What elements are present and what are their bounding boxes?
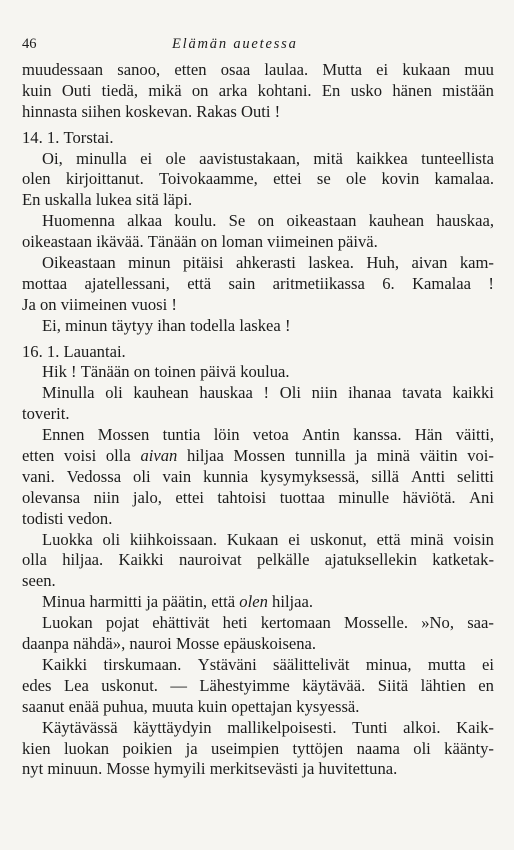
text-line <box>22 128 494 149</box>
text-line <box>22 592 494 613</box>
word: Toivokaamme, <box>158 169 258 189</box>
word: opettajan <box>231 696 293 716</box>
word: käyttäydyin <box>133 717 212 737</box>
word: naama <box>356 738 400 758</box>
word: jalo, <box>132 487 162 507</box>
word: aritmetiikassa <box>272 273 365 293</box>
word: Outi <box>240 101 271 121</box>
word: seen. <box>22 571 56 591</box>
word: uskonut, <box>310 529 367 549</box>
paragraph <box>22 342 494 363</box>
word: minä <box>410 529 444 549</box>
word: Lähestyimme <box>199 675 290 695</box>
word: kamalaa. <box>434 169 494 189</box>
text-line <box>22 316 494 337</box>
word: hinnasta <box>22 101 78 121</box>
word: että <box>376 529 401 549</box>
word: epäuskoisena. <box>223 634 317 654</box>
word: nyt <box>22 759 44 779</box>
word: heti <box>222 613 248 633</box>
word: Kaikki <box>42 654 88 674</box>
word: häviötä. <box>402 487 456 507</box>
word: Oli <box>279 383 301 403</box>
word: tunteellista <box>421 148 494 168</box>
text-line <box>22 169 494 190</box>
word: Kaikki <box>118 550 164 570</box>
word: tunnilla <box>294 446 346 466</box>
word: hiljaa. <box>62 550 104 570</box>
paragraph <box>22 530 494 593</box>
word: selitti <box>457 466 494 486</box>
word: kien <box>22 738 51 758</box>
word: päivä <box>200 362 237 382</box>
text-line <box>22 697 494 718</box>
word: Siitä <box>377 675 409 695</box>
word: nauroi <box>129 634 172 654</box>
paragraph <box>22 316 494 337</box>
word: Mosse <box>175 634 220 654</box>
word: voisi <box>63 446 97 466</box>
word: aivan <box>411 253 448 273</box>
word: todella <box>190 315 236 335</box>
word: Tänään <box>147 232 197 252</box>
word: Lea <box>63 675 89 695</box>
paragraph <box>22 211 494 253</box>
word: 1. <box>46 127 60 147</box>
word: muudessaan <box>22 60 104 79</box>
word: että <box>211 592 236 612</box>
word: mottaa <box>22 273 68 293</box>
word: ei <box>140 148 153 168</box>
word: mutta <box>427 654 466 674</box>
word: ihan <box>157 315 186 335</box>
word: hiljaa <box>186 446 224 466</box>
word: niin <box>311 383 338 403</box>
paragraph <box>22 128 494 149</box>
word: viimeinen <box>267 232 334 252</box>
word: minuun. <box>47 759 103 779</box>
word: uskonut. <box>101 675 158 695</box>
word: Minulla <box>42 383 95 403</box>
text-line <box>22 295 494 316</box>
word: koulu. <box>174 211 217 231</box>
text-line <box>22 571 494 592</box>
text-line <box>22 676 494 697</box>
word: tuntia <box>162 425 201 445</box>
word: ja <box>302 759 315 779</box>
word: tiedä, <box>101 80 139 100</box>
word: Luokka <box>42 529 93 549</box>
word: koskevan. <box>125 101 193 121</box>
word: niin <box>93 487 120 507</box>
word: Antti <box>410 466 446 486</box>
word: kukaan <box>402 60 451 79</box>
word: kertomaan <box>260 613 331 633</box>
word: nauroivat <box>178 550 242 570</box>
word: Huomenna <box>42 211 115 231</box>
word: pelkälle <box>256 550 310 570</box>
word: Hän <box>414 425 443 445</box>
word: uskalla <box>44 190 92 210</box>
word: Oi, <box>42 148 63 168</box>
text-line <box>22 550 494 571</box>
word: minä <box>376 446 411 466</box>
word: osaa <box>220 60 251 79</box>
word: voisin <box>453 529 494 549</box>
word: En <box>321 80 341 100</box>
text-line <box>22 425 494 446</box>
word: mitä <box>313 148 343 168</box>
word: on <box>257 211 275 231</box>
word: Antin <box>302 425 340 445</box>
word: siihen <box>81 101 122 121</box>
word: täytyy <box>111 315 154 335</box>
word: usko <box>350 80 382 100</box>
word: Kukaan <box>226 529 279 549</box>
word: kauhean <box>133 383 189 403</box>
word: hauskaa, <box>436 211 494 231</box>
word: Kamalaa <box>412 273 472 293</box>
word: hymyili <box>153 759 206 779</box>
text-line <box>22 81 494 102</box>
text-line <box>22 613 494 634</box>
word: — <box>170 675 187 695</box>
word: kohtani. <box>257 80 312 100</box>
word: vuosi <box>131 294 168 314</box>
word: pitäisi <box>182 253 224 273</box>
text-line <box>22 362 494 383</box>
paragraph <box>22 362 494 383</box>
word: daanpa <box>22 634 69 654</box>
text-line <box>22 718 494 739</box>
text-line <box>22 404 494 425</box>
word: oli <box>413 738 431 758</box>
word: minulla <box>76 148 127 168</box>
word: käytävää. <box>302 675 366 695</box>
word: väitin <box>419 446 458 466</box>
word: oli <box>105 383 123 403</box>
word: Mosse <box>106 759 150 779</box>
word: todisti <box>22 508 64 528</box>
word: luokan <box>63 738 110 758</box>
word: ei <box>481 654 494 674</box>
paragraph <box>22 425 494 529</box>
word: Mosselle. <box>343 613 409 633</box>
word: ikävää. <box>96 232 144 252</box>
word: Rakas <box>196 101 237 121</box>
word: pojat <box>105 613 140 633</box>
text-line <box>22 530 494 551</box>
word: että <box>187 273 212 293</box>
word: olevansa <box>22 487 81 507</box>
word: sillä <box>371 466 399 486</box>
word: aivan <box>140 446 178 466</box>
word: Hik <box>42 362 67 382</box>
word: Mossen <box>233 446 286 466</box>
word: kaikkea <box>356 148 408 168</box>
text-line <box>22 509 494 530</box>
paragraph <box>22 592 494 613</box>
text-line <box>22 655 494 676</box>
word: sain <box>228 273 256 293</box>
word: laskea <box>239 315 281 335</box>
word: arka <box>218 80 248 100</box>
word: vedon. <box>67 508 113 528</box>
word: Minua <box>42 592 86 612</box>
word: ole <box>345 169 367 189</box>
word: saanut <box>22 696 65 716</box>
word: Vedossa <box>66 466 122 486</box>
word: ! <box>274 101 281 121</box>
word: tavata <box>402 383 442 403</box>
paragraph <box>22 253 494 316</box>
paragraph <box>22 613 494 655</box>
word: tahtoisi <box>217 487 267 507</box>
word: Huh, <box>366 253 400 273</box>
text-line <box>22 60 494 81</box>
word: aavistustakaan, <box>199 148 301 168</box>
word: ajatellessani, <box>84 273 170 293</box>
word: Se <box>228 211 246 231</box>
word: Lauantai. <box>63 341 126 361</box>
word: on <box>39 294 57 314</box>
word: tyttöjen <box>292 738 344 758</box>
word: voi- <box>467 446 494 466</box>
word: kiihkoissaan. <box>129 529 217 549</box>
word: tuottaa <box>279 487 325 507</box>
text-line <box>22 232 494 253</box>
word: ei <box>376 60 389 79</box>
word: ! <box>284 315 291 335</box>
paragraph <box>22 718 494 781</box>
word: Tunti <box>352 717 388 737</box>
word: muu <box>464 60 494 79</box>
word: vetoa <box>252 425 289 445</box>
word: edes <box>22 675 52 695</box>
word: Mossen <box>97 425 150 445</box>
word: minun <box>128 253 171 273</box>
word: hauskaa <box>199 383 253 403</box>
text-line <box>22 274 494 295</box>
word: kysyessä. <box>296 696 360 716</box>
word: mikä <box>148 80 182 100</box>
text-line <box>22 446 494 467</box>
word: kovin <box>381 169 420 189</box>
word: vain <box>162 466 192 486</box>
word: kam- <box>459 253 494 273</box>
word: mistään <box>442 80 494 100</box>
word: 14. <box>22 127 43 147</box>
word: En <box>22 190 41 210</box>
word: olla <box>22 550 47 570</box>
word: Käytävässä <box>42 717 118 737</box>
word: oli <box>133 466 151 486</box>
word: Luokan <box>42 613 93 633</box>
text-line <box>22 342 494 363</box>
word: sanoo, <box>117 60 161 79</box>
word: käänty- <box>444 738 494 758</box>
word: useimpien <box>210 738 280 758</box>
word: ei <box>288 529 301 549</box>
word: ettei <box>175 487 204 507</box>
word: kauhean <box>368 211 425 231</box>
text-line <box>22 190 494 211</box>
word: Ei, <box>42 315 61 335</box>
word: toverit. <box>22 404 70 424</box>
word: katketak- <box>432 550 494 570</box>
word: kysymyksessä, <box>260 466 360 486</box>
word: ettei <box>273 169 302 189</box>
word: ja <box>355 446 368 466</box>
word: lähtien <box>420 675 466 695</box>
word: on <box>133 362 151 382</box>
word: Ystäväni <box>197 654 257 674</box>
word: viimeinen <box>60 294 128 314</box>
word: ajatuksellekin <box>324 550 417 570</box>
word: »No, <box>421 613 454 633</box>
word: muuta <box>151 696 194 716</box>
text-line <box>22 488 494 509</box>
word: Outi <box>61 80 92 100</box>
word: ja <box>146 592 159 612</box>
text-line <box>22 634 494 655</box>
word: merkitsevästi <box>209 759 299 779</box>
word: saa- <box>467 613 494 633</box>
word: Kaik- <box>456 717 494 737</box>
page-number: 46 <box>22 36 37 52</box>
word: Ja <box>22 294 36 314</box>
word: Oikeastaan <box>42 253 116 273</box>
running-head: Elämän auetessa <box>172 36 298 52</box>
word: on <box>200 232 218 252</box>
paragraph <box>22 149 494 212</box>
word: ihanaa <box>348 383 392 403</box>
word: Mutta <box>322 60 362 79</box>
word: ehättivät <box>152 613 210 633</box>
word: on <box>191 80 209 100</box>
word: toinen <box>154 362 196 382</box>
word: päivä. <box>337 232 378 252</box>
word: olen <box>22 169 51 189</box>
word: lukea <box>95 190 132 210</box>
paragraph <box>22 60 494 123</box>
word: laskea. <box>308 253 354 273</box>
word: päätin, <box>162 592 208 612</box>
word: laulaa. <box>264 60 309 79</box>
word: alkoi. <box>403 717 441 737</box>
word: harmitti <box>89 592 143 612</box>
text-line <box>22 253 494 274</box>
word: ! <box>171 294 177 314</box>
word: löin <box>213 425 240 445</box>
word: ! <box>263 383 270 403</box>
word: minulle <box>338 487 390 507</box>
word: Torstai. <box>63 127 114 147</box>
word: minun <box>65 315 108 335</box>
word: koulua. <box>240 362 290 382</box>
text-line <box>22 759 494 780</box>
word: enää <box>68 696 99 716</box>
word: läpi. <box>163 190 193 210</box>
word: puhua, <box>103 696 148 716</box>
word: kaikki <box>452 383 494 403</box>
word: kirjoittanut. <box>65 169 144 189</box>
word: hiljaa. <box>272 592 314 612</box>
word: loman <box>221 232 264 252</box>
text-line <box>22 102 494 123</box>
paragraph <box>22 655 494 718</box>
word: en <box>478 675 494 695</box>
text-line <box>22 467 494 488</box>
word: olen <box>239 592 268 612</box>
word: mallikelpoisesti. <box>227 717 337 737</box>
text-line <box>22 739 494 760</box>
word: alkaa <box>127 211 163 231</box>
word: Ennen <box>42 425 85 445</box>
word: Tänään <box>80 362 130 382</box>
word: säälittelivät <box>273 654 350 674</box>
text-line <box>22 383 494 404</box>
text-line <box>22 149 494 170</box>
word: poikien <box>122 738 173 758</box>
word: 6. <box>382 273 395 293</box>
word: oikeastaan <box>286 211 357 231</box>
word: oikeastaan <box>22 232 93 252</box>
word: ! <box>71 362 77 382</box>
word: vani. <box>22 466 55 486</box>
word: sitä <box>135 190 159 210</box>
body-text <box>22 60 494 780</box>
paragraph <box>22 383 494 425</box>
word: kuin <box>197 696 228 716</box>
word: kuin <box>22 80 52 100</box>
word: kunnia <box>203 466 249 486</box>
word: ja <box>185 738 198 758</box>
word: Ani <box>469 487 494 507</box>
word: oli <box>102 529 121 549</box>
word: huvitettuna. <box>318 759 398 779</box>
word: nähdä», <box>73 634 126 654</box>
word: tirskumaan. <box>103 654 182 674</box>
word: ole <box>165 148 186 168</box>
page-header <box>22 36 494 54</box>
word: ahkerasti <box>235 253 296 273</box>
word: väitti, <box>455 425 494 445</box>
word: minua, <box>365 654 412 674</box>
word: etten <box>22 446 55 466</box>
word: etten <box>174 60 207 79</box>
word: ! <box>488 273 494 293</box>
word: 1. <box>46 341 60 361</box>
word: se <box>316 169 331 189</box>
word: hänen <box>392 80 432 100</box>
word: kanssa. <box>353 425 402 445</box>
text-line <box>22 211 494 232</box>
word: 16. <box>22 341 43 361</box>
word: olla <box>105 446 131 466</box>
